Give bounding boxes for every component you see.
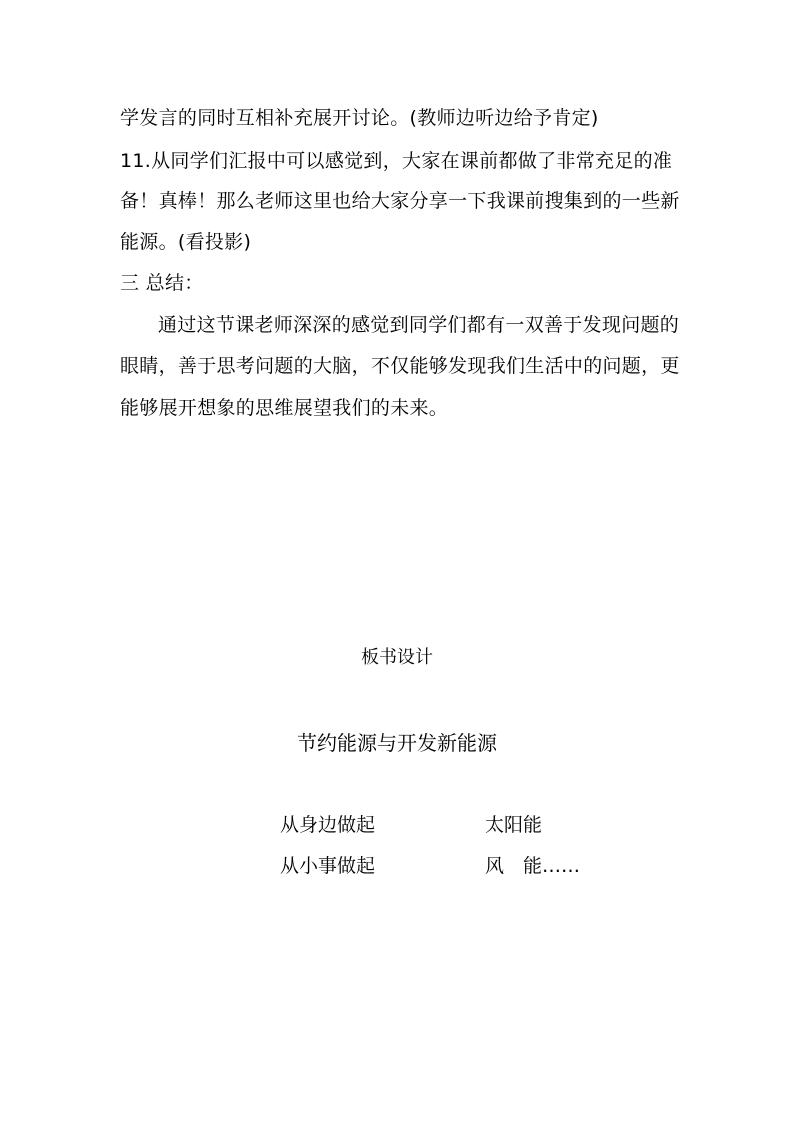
paragraph-line: 通过这节课老师深深的感觉到同学们都有一双善于发现问题的 — [158, 314, 680, 336]
paragraph-line: 备！真棒！那么老师这里也给大家分享一下我课前搜集到的一些新 — [120, 190, 680, 212]
paragraph-line: 学发言的同时互相补充展开讨论。(教师边听边给予肯定) — [120, 107, 599, 129]
board-design-heading: 板书设计 — [361, 647, 433, 668]
board-right-item: 太阳能 — [485, 814, 543, 836]
paragraph-line: 能够展开想象的思维展望我们的未来。 — [120, 397, 449, 419]
board-left-item: 从身边做起 — [280, 814, 376, 836]
board-left-item: 从小事做起 — [280, 855, 376, 877]
paragraph-line: 11.从同学们汇报中可以感觉到，大家在课前都做了非常充足的准 — [120, 150, 673, 172]
board-right-item: 风 能…… — [485, 855, 581, 877]
board-title: 节约能源与开发新能源 — [297, 731, 497, 755]
section-heading: 三 总结： — [120, 272, 204, 294]
paragraph-line: 能源。(看投影) — [120, 231, 252, 253]
paragraph-line: 眼睛，善于思考问题的大脑，不仅能够发现我们生活中的问题，更 — [120, 355, 680, 377]
